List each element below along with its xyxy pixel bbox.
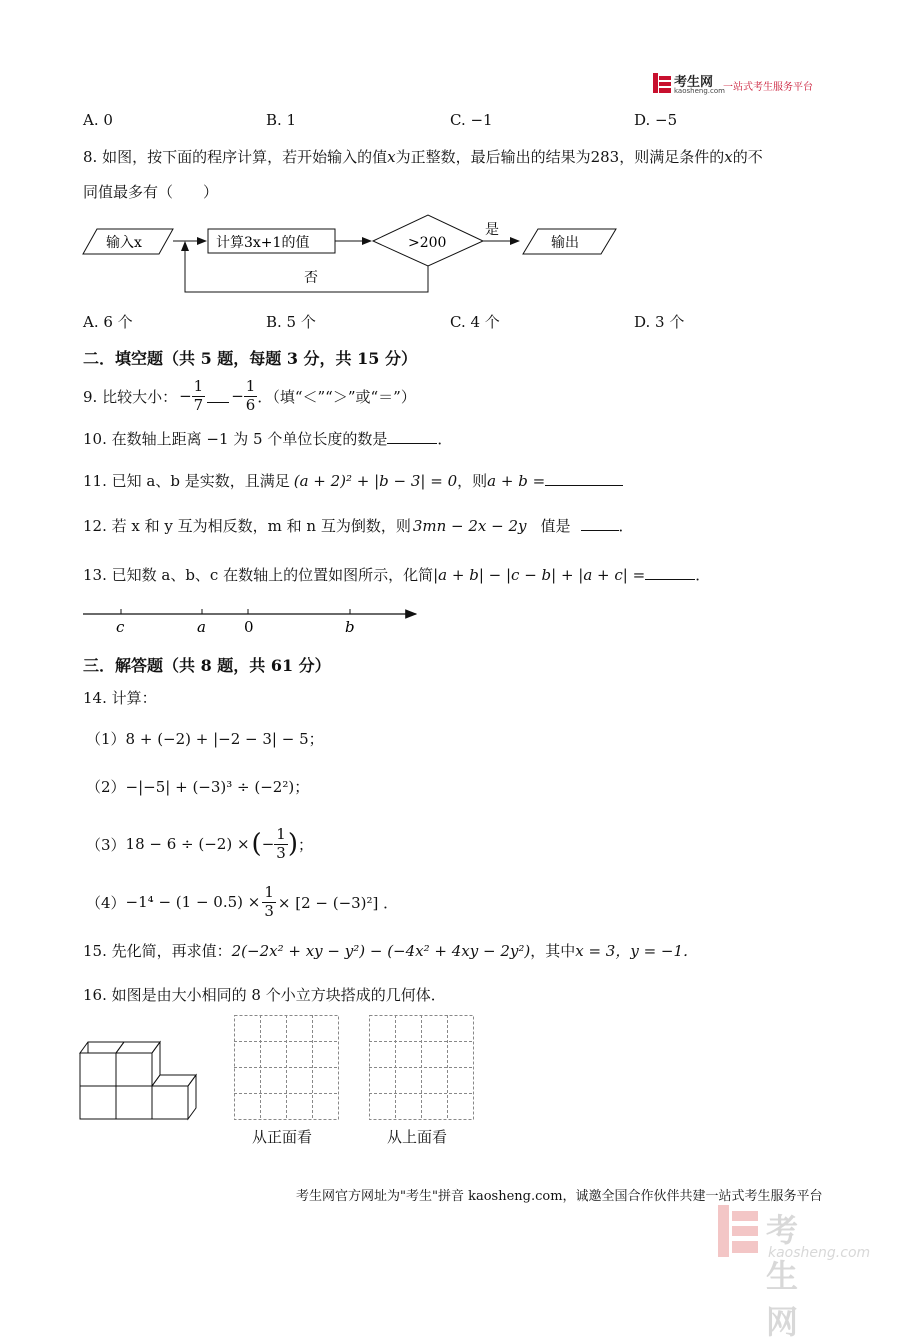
q8-flowchart <box>75 212 635 302</box>
q11-middle: ，则 <box>457 472 488 490</box>
q14-p4-label: （4） <box>86 893 126 912</box>
q15 <box>83 940 698 961</box>
q9-prefix: 9. 比较大小： <box>83 387 178 406</box>
q9-suffix: ．（填“＜”“＞”或“＝”） <box>257 387 416 406</box>
flow-condition-label: >200 <box>408 235 447 251</box>
q14-p3-label: （3） <box>86 835 126 854</box>
q14-p1-expr: 8 + (−2) + |−2 − 3| − 5； <box>125 730 324 748</box>
q9-f1-num: 1 <box>193 377 204 396</box>
cube-top-left-front <box>80 1053 116 1086</box>
q14-p3-expr-a: 18 − 6 ÷ (−2) × <box>125 835 250 853</box>
q12-prefix: 12. 若 x 和 y 互为相反数，m 和 n 互为倒数，则 <box>83 517 411 535</box>
logo-name: 考生网 <box>674 75 714 90</box>
q14-p3-end: ； <box>297 835 313 854</box>
cube-top-right-front <box>116 1053 152 1086</box>
watermark-name: 考生网 <box>766 1211 803 1341</box>
q16-cube-figure <box>80 1028 205 1138</box>
q15-prefix: 15. 先化简，再求值： <box>83 942 232 960</box>
footer-text: 考生网官方网址为"考生"拼音 kaosheng.com，诚邀全国合作伙伴共建一站式考生服务平台 <box>296 1189 823 1204</box>
q8-line2: 同值最多有（ ） <box>83 183 219 201</box>
q14-part4 <box>86 880 398 924</box>
q12-expr: 3mn − 2x − 2y <box>412 517 527 535</box>
q12: 12. 若 x 和 y 互为相反数，m 和 n 互为倒数，则 3mn − 2x − 2y 值是 ． <box>83 517 634 535</box>
q8-option-d: D. 3 个 <box>634 313 685 331</box>
q7-option-c: C. −1 <box>450 111 493 129</box>
q8-text-c: ，则满足条件的 <box>619 148 725 166</box>
q14-p2-label: （2） <box>86 778 126 796</box>
q9-f2-den: 6 <box>245 395 256 414</box>
q11 <box>83 470 623 491</box>
q13-blank <box>645 565 695 580</box>
q11-expr2: a + b = <box>487 472 546 490</box>
logo-slogan: 一站式考生服务平台 <box>723 82 813 93</box>
label-c: c <box>116 618 125 636</box>
q16-grid-top <box>369 1015 475 1121</box>
header-logo <box>653 71 823 99</box>
q12-blank <box>581 516 619 531</box>
q8-text-a: 8. 如图，按下面的程序计算，若开始输入的值 <box>83 148 388 166</box>
q13: 13. 已知数 a、b、c 在数轴上的位置如图所示，化简|a + b| − |c − b| + |a + c| = ． <box>83 566 711 584</box>
q14-p4-den: 3 <box>264 901 274 920</box>
watermark-logo-icon <box>718 1205 758 1257</box>
q8-text-d: 的不 <box>732 148 763 166</box>
flow-process-label: 计算3x+1的值 <box>216 235 310 251</box>
q11-blank <box>545 471 623 486</box>
section2-title: 二．填空题（共 5 题，每题 3 分，共 15 分） <box>83 349 417 368</box>
q8-text-b: 为正整数，最后输出的结果为 <box>395 148 591 166</box>
label-zero: 0 <box>244 618 254 636</box>
q11-prefix: 11. 已知 a、b 是实数，且满足 <box>83 472 290 490</box>
q13-prefix: 13. 已知数 a、b、c 在数轴上的位置如图所示，化简 <box>83 566 434 584</box>
q14-p4-num: 1 <box>264 883 274 902</box>
q9-fraction-1 <box>192 378 206 414</box>
q16-label-top: 从上面看 <box>387 1128 448 1146</box>
q14-p1-label: （1） <box>86 730 126 748</box>
q9-minus-1: − <box>179 387 192 405</box>
section3-title: 三．解答题（共 8 题，共 61 分） <box>83 656 331 675</box>
q8-var-x-2: x <box>724 148 733 166</box>
q8-option-c: C. 4 个 <box>450 313 500 331</box>
q9 <box>83 376 416 416</box>
q9-minus-2: − <box>231 387 244 405</box>
q14-p4-expr-b: × [2 − (−3)²] ． <box>277 893 399 912</box>
q10-blank <box>387 429 437 444</box>
q15-expr: 2(−2x² + xy − y²) − (−4x² + 4xy − 2y²) <box>231 942 531 960</box>
q9-blank <box>207 390 229 403</box>
q8-option-a: A. 6 个 <box>83 313 133 331</box>
q14-p3-num: 1 <box>276 825 286 844</box>
q9-fraction-2 <box>244 378 258 414</box>
q14-p3-minus: − <box>261 835 275 853</box>
label-a: a <box>197 618 206 636</box>
q14-part2 <box>86 776 309 797</box>
q8-value: 283 <box>590 148 620 166</box>
q12-suffix: 值是 <box>540 517 571 535</box>
flow-output-label: 输出 <box>551 235 579 251</box>
q16-label-front: 从正面看 <box>252 1128 313 1146</box>
flow-no-label: 否 <box>304 270 318 286</box>
flow-yes-label: 是 <box>485 222 499 238</box>
q10-text: 10. 在数轴上距离 −1 为 5 个单位长度的数是 <box>83 430 388 448</box>
watermark-domain: kaosheng.com <box>768 1245 871 1261</box>
q14-p4-fraction <box>262 884 276 920</box>
q10: 10. 在数轴上距离 −1 为 5 个单位长度的数是 ． <box>83 430 453 448</box>
label-b: b <box>345 618 355 636</box>
q14-part3: （3） 18 − 6 ÷ (−2) × ( − $\frac{1}{3}$ ) ； <box>86 825 313 862</box>
logo-domain: kaosheng.com <box>674 87 725 95</box>
q7-option-a: A. 0 <box>83 111 113 129</box>
number-line <box>83 602 423 642</box>
q15-cond: x = 3，y = −1． <box>575 942 699 960</box>
logo-mark-icon <box>653 73 671 93</box>
q7-option-b: B. 1 <box>266 111 297 129</box>
q14-p3-den: 3 <box>276 843 286 862</box>
q14-part1 <box>86 728 324 749</box>
q7-option-d: D. −5 <box>634 111 678 129</box>
q9-f1-den: 7 <box>193 395 204 414</box>
q9-f2-num: 1 <box>245 377 256 396</box>
q16-text: 16. 如图是由大小相同的 8 个小立方块搭成的几何体． <box>83 986 446 1004</box>
q13-expr: |a + b| − |c − b| + |a + c| = <box>433 566 646 584</box>
q8-option-b: B. 5 个 <box>266 313 316 331</box>
q15-middle: ，其中 <box>530 942 576 960</box>
q8-line1 <box>83 146 763 167</box>
q16-grid-front <box>234 1015 340 1121</box>
q14-p4-expr-a: −1⁴ − (1 − 0.5) × <box>125 893 261 911</box>
flow-input-label: 输入x <box>106 235 142 251</box>
q14-title: 14. 计算： <box>83 689 157 707</box>
q14-p3-fraction <box>274 826 288 862</box>
q8-var-x: x <box>387 148 396 166</box>
q14-p2-expr: −|−5| + (−3)³ ÷ (−2²)； <box>125 778 310 796</box>
q11-expr: (a + 2)² + |b − 3| = 0 <box>293 472 458 490</box>
